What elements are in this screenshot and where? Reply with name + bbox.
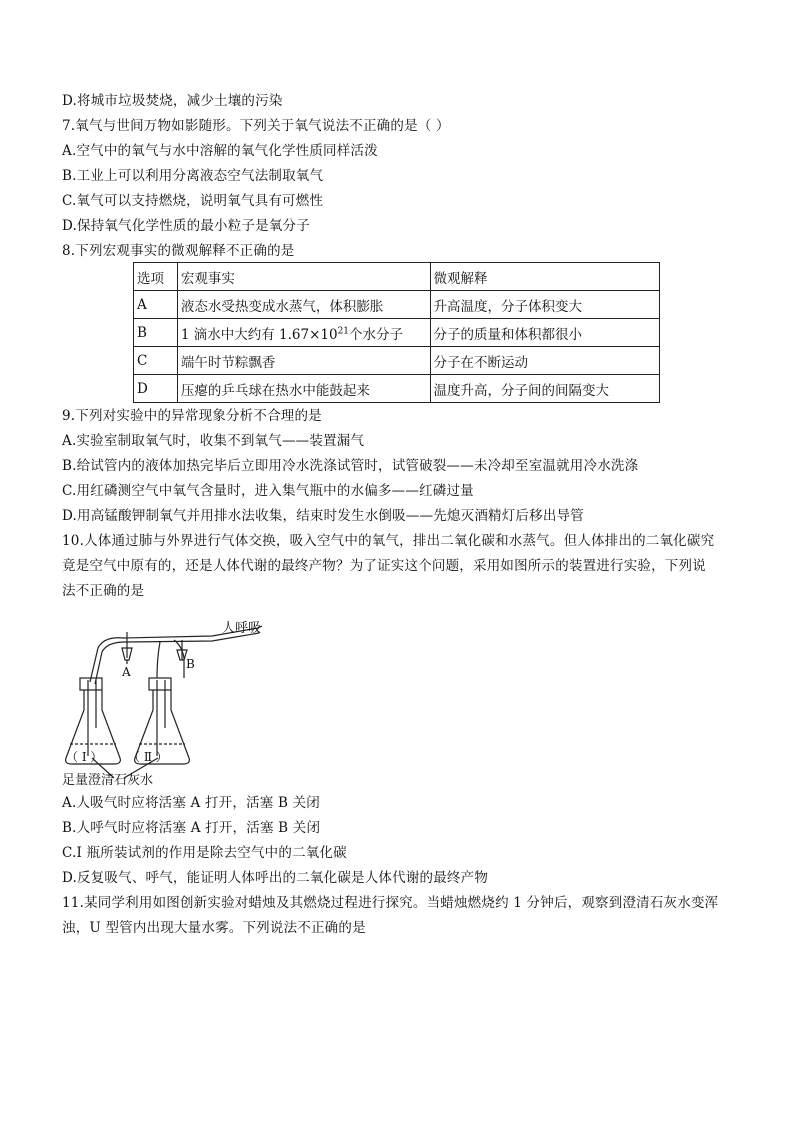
table-cell-fact: 端午时节粽飘香 <box>177 347 430 375</box>
table-cell-fact <box>177 319 430 347</box>
table-cell-explain: 升高温度，分子体积变大 <box>430 291 659 319</box>
table-header-cell: 微观解释 <box>430 263 659 291</box>
q10-option-a: A.人吸气时应将活塞 A 打开，活塞 B 关闭 <box>62 795 320 811</box>
fact-text: 个水分子 <box>349 326 404 343</box>
q9-option-d: D.用高锰酸钾制氧气并用排水法收集，结束时发生水倒吸——先熄灭酒精灯后移出导管 <box>62 508 584 524</box>
table-row <box>134 291 660 319</box>
breath-label: 人呼吸 <box>222 621 262 636</box>
flask-ii-label: （ Ⅱ ） <box>128 750 168 764</box>
fact-text: 1 滴水中大约有 1.67×10 <box>180 326 338 343</box>
breath-tube-inner <box>95 633 259 684</box>
table-cell-option: A <box>134 291 178 319</box>
table-cell-fact: 压瘪的乒乓球在热水中能鼓起来 <box>177 375 430 403</box>
q10-option-c: C.I 瓶所装试剂的作用是除去空气中的二氧化碳 <box>62 845 347 861</box>
table-cell-explain: 温度升高，分子间的间隔变大 <box>430 375 659 403</box>
q6-option-d: D.将城市垃圾焚烧，减少土壤的污染 <box>62 93 283 109</box>
q7-option-b: B.工业上可以利用分离液态空气法制取氧气 <box>62 168 324 184</box>
table-cell-option: B <box>134 319 178 347</box>
exponent: 21 <box>337 326 350 336</box>
q9-option-b: B.给试管内的液体加热完毕后立即用冷水洗涤试管时，试管破裂——未冷却至室温就用冷水洗涤 <box>62 458 639 474</box>
table-header-cell: 选项 <box>134 263 178 291</box>
q10-option-b: B.人呼气时应将活塞 A 打开，活塞 B 关闭 <box>62 820 321 836</box>
flask-i-label: （ Ⅰ ） <box>66 750 103 764</box>
q8-table <box>133 262 660 403</box>
table-row <box>134 319 660 347</box>
q7-option-c: C.氧气可以支持燃烧，说明氧气具有可燃性 <box>62 193 324 209</box>
q9-option-c: C.用红磷测空气中氧气含量时，进入集气瓶中的水偏多——红磷过量 <box>62 483 474 499</box>
valve-a-icon <box>122 632 132 664</box>
breathing-apparatus-figure <box>62 618 292 793</box>
question-9: 9.下列对实验中的异常现象分析不合理的是 <box>62 408 322 424</box>
question-10-line-1: 10.人体通过肺与外界进行气体交换，吸入空气中的氧气，排出二氧化碳和水蒸气。但人体排出的二氧化碳究 <box>62 533 715 549</box>
table-row <box>134 347 660 375</box>
question-10-line-2: 竟是空气中原有的，还是人体代谢的最终产物？为了证实这个问题，采用如图所示的装置进行实验，下列说 <box>62 558 706 574</box>
table-cell-option: D <box>134 375 178 403</box>
table-row <box>134 375 660 403</box>
valve-b-label: B <box>186 657 195 671</box>
question-11-line-1: 11.某同学利用如图创新实验对蜡烛及其燃烧过程进行探究。当蜡烛燃烧约 1 分钟后，观察到澄清石灰水变浑 <box>62 895 719 911</box>
reagent-label: 足量澄清石灰水 <box>62 773 154 788</box>
table-cell-fact: 液态水受热变成水蒸气，体积膨胀 <box>177 291 430 319</box>
table-header-row <box>134 263 660 291</box>
question-8: 8.下列宏观事实的微观解释不正确的是 <box>62 243 295 259</box>
q7-option-d: D.保持氧气化学性质的最小粒子是氧分子 <box>62 218 310 234</box>
q9-option-a: A.实验室制取氧气时，收集不到氧气——装置漏气 <box>62 433 365 449</box>
table-cell-explain: 分子的质量和体积都很小 <box>430 319 659 347</box>
table-cell-option: C <box>134 347 178 375</box>
question-10-line-3: 法不正确的是 <box>62 583 145 599</box>
question-11-line-2: 浊，U 型管内出现大量水雾。下列说法不正确的是 <box>62 920 366 936</box>
q10-option-d: D.反复吸气、呼气，能证明人体呼出的二氧化碳是人体代谢的最终产物 <box>62 870 489 886</box>
table-header-cell: 宏观事实 <box>177 263 430 291</box>
table-cell-explain: 分子在不断运动 <box>430 347 659 375</box>
question-7: 7.氧气与世间万物如影随形。下列关于氧气说法不正确的是（ ） <box>62 118 450 134</box>
q7-option-a: A.空气中的氧气与水中溶解的氧气化学性质同样活泼 <box>62 143 378 159</box>
valve-a-label: A <box>122 665 131 679</box>
